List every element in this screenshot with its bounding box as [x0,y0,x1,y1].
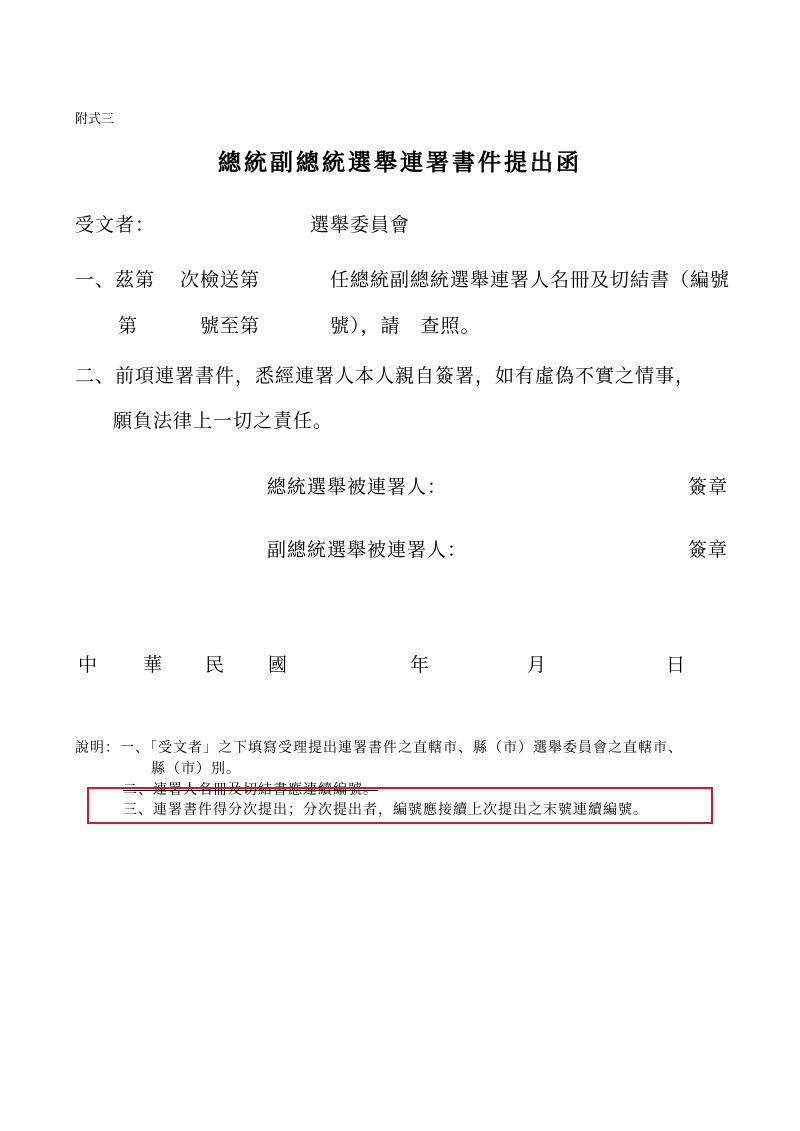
note-line-3: 三、連署書件得分次提出；分次提出者，編號應接續上次提出之末號連續編號。 [123,802,648,818]
note-line-2-struck: 二、連署人名冊及切結書應連續編號。 [123,782,378,798]
item1-batch: 次檢送第 [180,269,261,291]
date-char-guo: 國 [268,654,288,676]
vice-president-seal-label: 簽章 [688,539,729,561]
recipient-label: 受文者： [75,214,156,236]
vice-president-signatory-label: 副總統選舉被連署人： [267,539,468,561]
date-char-min: 民 [205,654,225,676]
date-month-label: 月 [527,654,547,676]
date-year-label: 年 [410,654,430,676]
date-char-hua: 華 [143,654,163,676]
form-number-label: 附式三 [75,112,115,127]
note-line-1-continued: 縣（市）別。 [151,761,241,777]
date-day-label: 日 [666,654,686,676]
item1-term-text: 任總統副總統選舉連署人名冊及切結書（編號 [330,269,731,291]
president-seal-label: 簽章 [688,476,729,498]
president-signatory-label: 總統選舉被連署人： [267,476,448,498]
recipient-value: 選舉委員會 [310,214,411,236]
item1-prefix: 一、茲第 [75,269,156,291]
item1-no-label: 第 [118,315,139,337]
date-char-zhong: 中 [78,654,98,676]
item2-line2: 願負法律上一切之責任。 [113,410,334,432]
item1-no-to: 號至第 [200,315,261,337]
note-line-1: 說明：一、「受文者」之下填寫受理提出連署書件之直轄市、縣（市）選舉委員會之直轄市、 [75,740,683,756]
item2-line1: 二、前項連署書件，悉經連署人本人親自簽署，如有虛偽不實之情事， [75,365,696,387]
document-title: 總統副總統選舉連署書件提出函 [218,149,582,176]
item1-closing: 號），請 查照。 [330,315,481,337]
highlight-box [87,787,713,824]
